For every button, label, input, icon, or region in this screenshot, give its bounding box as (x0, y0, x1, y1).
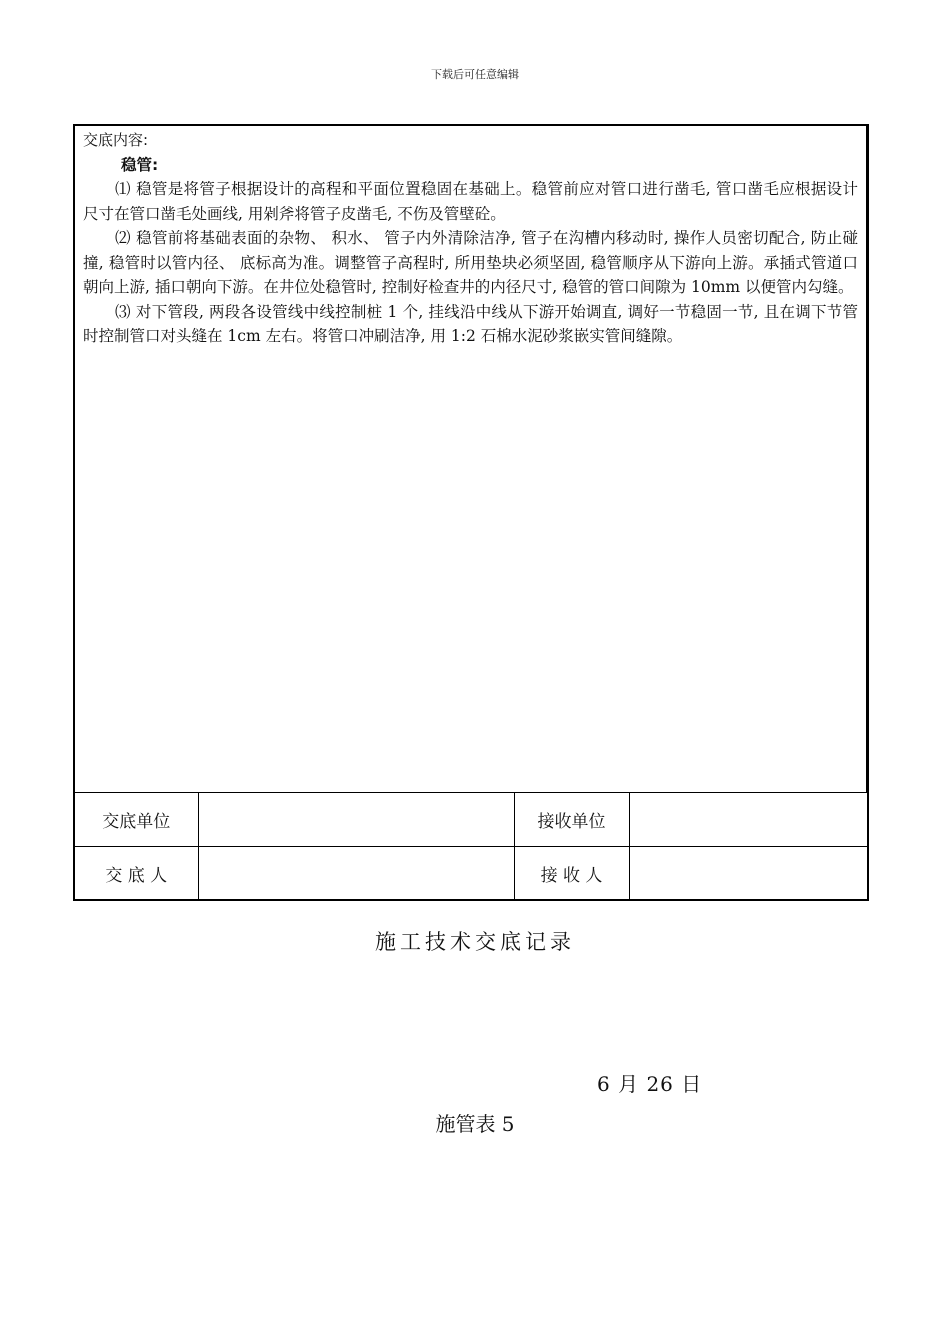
content-paragraph-3: ⑶ 对下管段, 两段各设管线中线控制桩 1 个, 挂线沿中线从下游开始调直, 调好一节稳固一节, 且在调下节管时控制管口对头缝在 1cm 左右。将管口冲刷洁净, 用 1:2 石棉水泥砂浆嵌实管间缝隙。 (83, 302, 858, 345)
handover-unit-label: 交底单位 (75, 793, 198, 847)
content-paragraph-1: ⑴ 稳管是将管子根据设计的高程和平面位置稳固在基础上。稳管前应对管口进行凿毛, 管口凿毛应根据设计尺寸在管口凿毛处画线, 用剁斧将管子皮凿毛, 不伤及管壁砼。 (83, 180, 858, 223)
record-title: 施工技术交底记录 (375, 930, 575, 954)
table-number: 施管表 5 (435, 1112, 515, 1136)
handover-person-field[interactable] (198, 847, 514, 901)
receiver-label: 接 收 人 (514, 847, 629, 901)
receiving-unit-field[interactable] (629, 793, 867, 847)
header-note: 下载后可任意编辑 (431, 68, 519, 81)
receiving-unit-label: 接收单位 (514, 793, 629, 847)
handover-content-area (75, 126, 867, 792)
content-paragraph-2: ⑵ 稳管前将基础表面的杂物、 积水、 管子内外清除洁净, 管子在沟槽内移动时, 操作人员密切配合, 防止碰撞, 稳管时以管内径、 底标高为准。调整管子高程时, 所用垫块必须坚固, 稳管顺序从下游向上游。承插式管道口朝向上游, 插口朝向下游。在井位处稳管时, 控制好检查井的内径尺寸, 稳管的管口间隙为 10mm 以便管内勾缝。 (83, 229, 858, 296)
signature-table (75, 792, 867, 900)
table-row (75, 847, 867, 901)
table-row (75, 793, 867, 847)
record-date: 6 月 26 日 (597, 1072, 703, 1096)
receiver-field[interactable] (629, 847, 867, 901)
content-subtitle: 稳管: (121, 155, 159, 174)
handover-unit-field[interactable] (198, 793, 514, 847)
content-label: 交底内容: (83, 131, 149, 149)
handover-person-label: 交 底 人 (75, 847, 198, 901)
handover-form (73, 124, 869, 901)
